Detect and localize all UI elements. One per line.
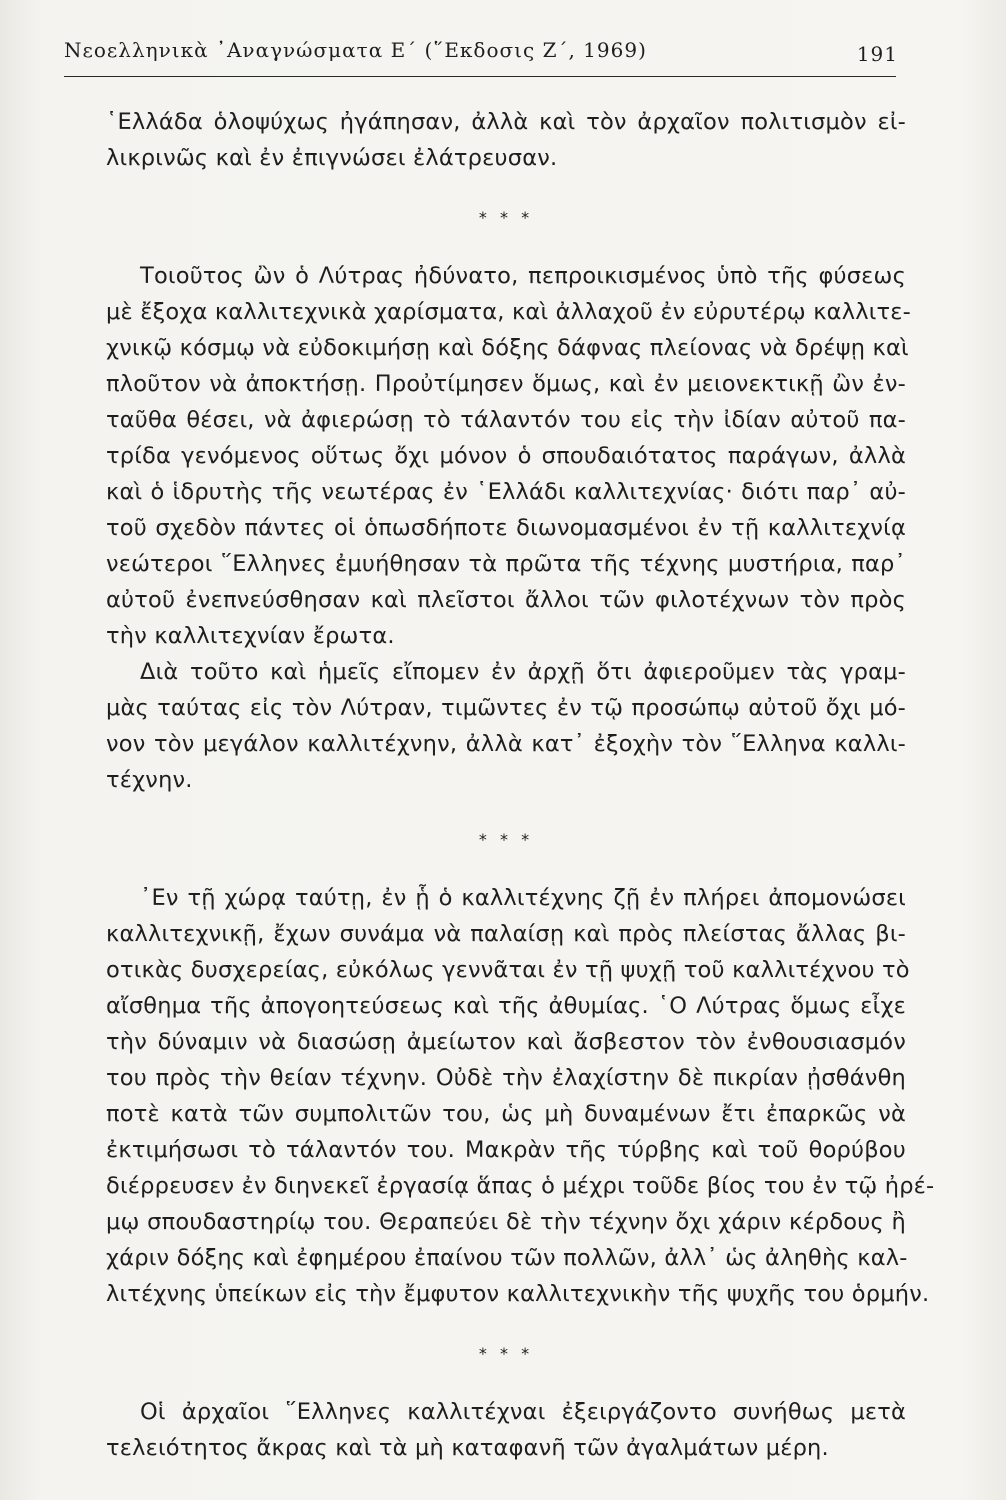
text-line: μὲ ἔξοχα καλλιτεχνικὰ χαρίσματα, καὶ ἀλλαχοῦ ἐν εὐρυτέρῳ καλλιτε- xyxy=(106,299,911,325)
text-line: ᾿Εν τῇ χώρᾳ ταύτῃ, ἐν ᾗ ὁ καλλιτέχνης ζῇ ἐν πλήρει ἀπομονώσει xyxy=(140,885,906,911)
text-line: τέχνην. xyxy=(106,767,193,793)
text-line: νον τὸν μεγάλον καλλιτέχνην, ἀλλὰ κατ᾿ ἐξοχὴν τὸν ῞Ελληνα καλλι- xyxy=(106,731,906,757)
section-separator: * * * xyxy=(478,830,534,849)
text-line: νεώτεροι ῞Ελληνες ἐμυήθησαν τὰ πρῶτα τῆς τέχνης μυστήρια, παρ᾿ xyxy=(106,551,906,577)
text-line: του πρὸς τὴν θείαν τέχνην. Οὐδὲ τὴν ἐλαχίστην δὲ πικρίαν ᾐσθάνθη xyxy=(106,1065,906,1091)
paragraph xyxy=(106,880,935,1312)
text-line: τὴν δύναμιν νὰ διασώσῃ ἀμείωτον καὶ ἄσβεστον τὸν ἐνθουσιασμόν xyxy=(106,1029,906,1055)
text-line: τοῦ σχεδὸν πάντες οἱ ὁπωσδήποτε διωνομασμένοι ἐν τῇ καλλιτεχνίᾳ xyxy=(106,515,906,541)
text-line: αἴσθημα τῆς ἀπογοητεύσεως καὶ τῆς ἀθυμίας. ῾Ο Λύτρας ὅμως εἶχε xyxy=(106,993,906,1019)
text-line: καὶ ὁ ἱδρυτὴς τῆς νεωτέρας ἐν ῾Ελλάδι καλλιτεχνίας· διότι παρ᾿ αὐ- xyxy=(106,479,906,505)
text-line: Οἱ ἀρχαῖοι ῞Ελληνες καλλιτέχναι ἐξειργάζοντο συνήθως μετὰ xyxy=(140,1399,906,1425)
text-line: ποτὲ κατὰ τῶν συμπολιτῶν του, ὡς μὴ δυναμένων ἔτι ἐπαρκῶς νὰ xyxy=(106,1101,906,1127)
text-line: αὐτοῦ ἐνεπνεύσθησαν καὶ πλεῖστοι ἄλλοι τῶν φιλοτέχνων τὸν πρὸς xyxy=(106,587,906,613)
text-line: τρίδα γενόμενος οὕτως ὄχι μόνον ὁ σπουδαιότατος παράγων, ἀλλὰ xyxy=(106,443,906,469)
paragraph xyxy=(106,104,906,176)
section-separator: * * * xyxy=(478,208,534,227)
body-text xyxy=(106,104,935,1466)
text-line: λικρινῶς καὶ ἐν ἐπιγνώσει ἐλάτρευσαν. xyxy=(106,145,558,171)
paragraph xyxy=(106,1394,906,1466)
text-line: οτικὰς δυσχερείας, εὐκόλως γεννᾶται ἐν τῇ ψυχῇ τοῦ καλλιτέχνου τὸ xyxy=(106,957,910,983)
text-line: χάριν δόξης καὶ ἐφημέρου ἐπαίνου τῶν πολλῶν, ἀλλ᾿ ὡς ἀληθὴς καλ- xyxy=(106,1245,908,1271)
text-line: πλοῦτον νὰ ἀποκτήσῃ. Προὐτίμησεν ὅμως, καὶ ἐν μειονεκτικῇ ὢν ἐν- xyxy=(106,371,906,397)
text-line: ῾Ελλάδα ὁλοψύχως ἠγάπησαν, ἀλλὰ καὶ τὸν ἀρχαῖον πολιτισμὸν εἰ- xyxy=(106,109,906,135)
page-number: 191 xyxy=(856,42,898,66)
page-header xyxy=(64,36,896,77)
text-line: ἐκτιμήσωσι τὸ τάλαντόν του. Μακρὰν τῆς τύρβης καὶ τοῦ θορύβου xyxy=(106,1137,906,1163)
text-line: καλλιτεχνικῇ, ἔχων συνάμα νὰ παλαίσῃ καὶ πρὸς πλείστας ἄλλας βι- xyxy=(106,921,906,947)
section-separator: * * * xyxy=(478,1344,534,1363)
text-line: τελειότητος ἄκρας καὶ τὰ μὴ καταφανῆ τῶν ἀγαλμάτων μέρη. xyxy=(106,1435,829,1461)
paragraph xyxy=(106,654,906,798)
text-line: λιτέχνης ὑπείκων εἰς τὴν ἔμφυτον καλλιτεχνικὴν τῆς ψυχῆς του ὁρμήν. xyxy=(106,1281,930,1307)
text-line: Διὰ τοῦτο καὶ ἡμεῖς εἴπομεν ἐν ἀρχῇ ὅτι ἀφιεροῦμεν τὰς γραμ- xyxy=(140,659,906,685)
text-line: Τοιοῦτος ὢν ὁ Λύτρας ἠδύνατο, πεπροικισμένος ὑπὸ τῆς φύσεως xyxy=(140,263,906,289)
text-line: μὰς ταύτας εἰς τὸν Λύτραν, τιμῶντες ἐν τῷ προσώπῳ αὐτοῦ ὄχι μό- xyxy=(106,695,906,721)
text-line: ταῦθα θέσει, νὰ ἀφιερώσῃ τὸ τάλαντόν του εἰς τὴν ἰδίαν αὐτοῦ πα- xyxy=(106,407,906,433)
paragraph xyxy=(106,258,911,654)
running-head: Νεοελληνικὰ ᾿Αναγνώσματα Ε΄ (῞Εκδοσις Ζ΄, 1969) xyxy=(64,38,647,62)
text-line: διέρρευσεν ἐν διηνεκεῖ ἐργασίᾳ ἅπας ὁ μέχρι τοῦδε βίος του ἐν τῷ ἠρέ- xyxy=(106,1173,935,1199)
text-line: τὴν καλλιτεχνίαν ἔρωτα. xyxy=(106,623,395,649)
text-line: χνικῷ κόσμῳ νὰ εὐδοκιμήσῃ καὶ δόξης δάφνας πλείονας νὰ δρέψῃ καὶ xyxy=(106,335,909,361)
text-line: μῳ σπουδαστηρίῳ του. Θεραπεύει δὲ τὴν τέχνην ὄχι χάριν κέρδους ἢ xyxy=(106,1209,906,1235)
